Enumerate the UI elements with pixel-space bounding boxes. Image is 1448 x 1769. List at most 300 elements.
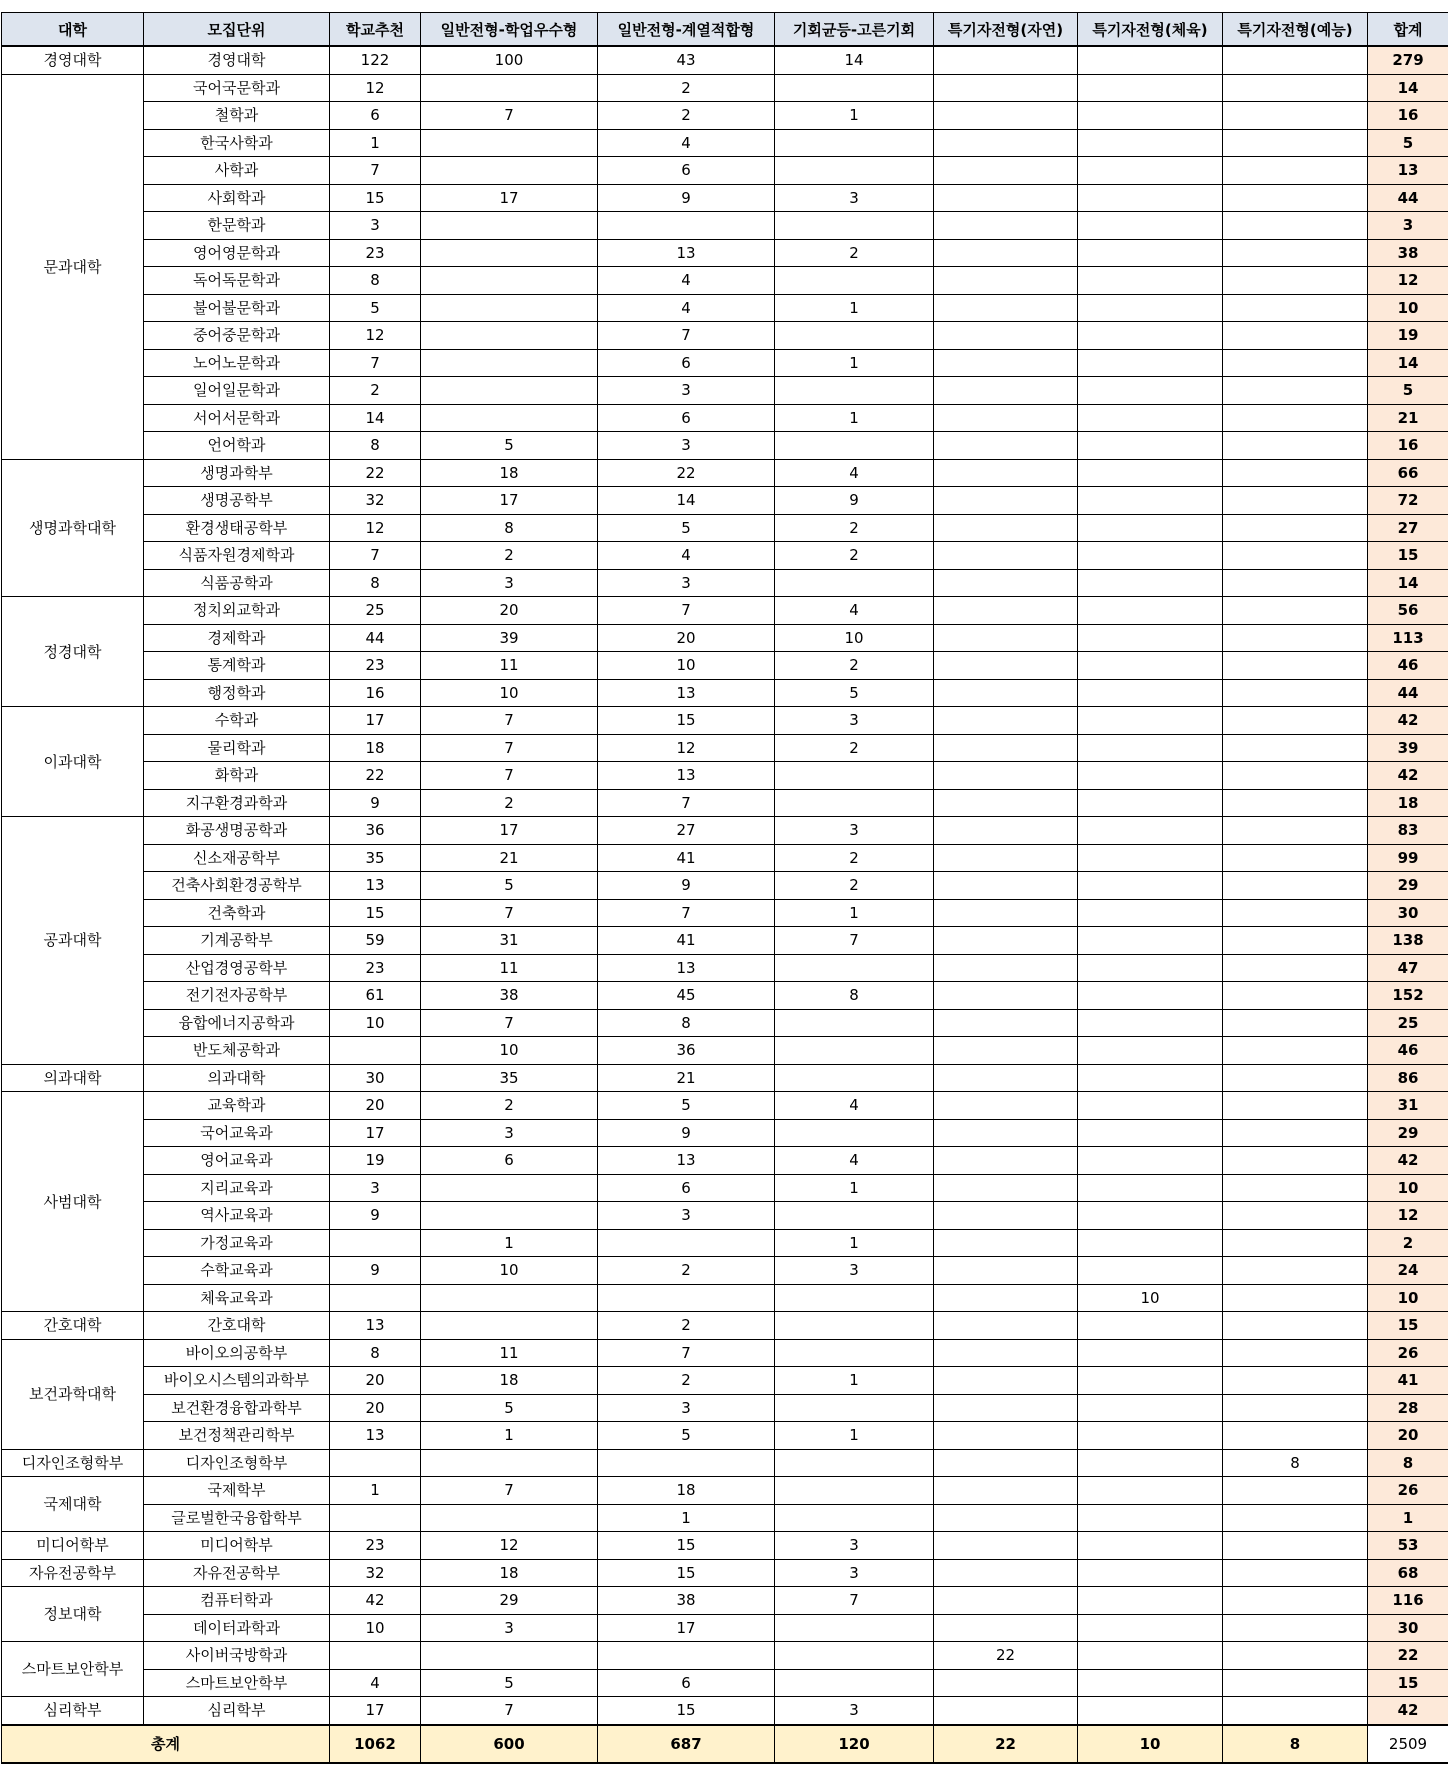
value-cell xyxy=(775,1312,934,1340)
value-cell: 1 xyxy=(330,129,421,157)
value-cell: 17 xyxy=(330,1119,421,1147)
value-cell xyxy=(1223,1394,1368,1422)
table-row xyxy=(2,652,1448,680)
value-cell xyxy=(598,1642,775,1670)
value-cell: 1 xyxy=(775,404,934,432)
header-general-fit: 일반전형-계열적합형 xyxy=(598,13,775,47)
value-cell xyxy=(1078,487,1223,515)
value-cell xyxy=(1078,1202,1223,1230)
value-cell xyxy=(1223,129,1368,157)
table-row xyxy=(2,239,1448,267)
value-cell: 2 xyxy=(421,789,598,817)
value-cell xyxy=(1223,1367,1368,1395)
value-cell: 42 xyxy=(330,1587,421,1615)
college-cell: 간호대학 xyxy=(2,1312,144,1340)
value-cell xyxy=(1078,1449,1223,1477)
value-cell xyxy=(1078,1504,1223,1532)
value-cell: 17 xyxy=(330,1697,421,1725)
value-cell: 4 xyxy=(775,1147,934,1175)
value-cell: 44 xyxy=(330,624,421,652)
value-cell xyxy=(330,1449,421,1477)
value-cell: 12 xyxy=(598,734,775,762)
value-cell xyxy=(775,1339,934,1367)
total-cell: 56 xyxy=(1368,597,1448,625)
value-cell: 3 xyxy=(775,1532,934,1560)
value-cell xyxy=(775,322,934,350)
table-row xyxy=(2,404,1448,432)
college-cell: 사범대학 xyxy=(2,1092,144,1312)
value-cell xyxy=(1078,184,1223,212)
unit-cell: 국제학부 xyxy=(144,1477,330,1505)
value-cell xyxy=(1223,1504,1368,1532)
value-cell xyxy=(1078,1422,1223,1450)
admission-quota-table xyxy=(1,12,1448,1764)
value-cell xyxy=(934,1504,1078,1532)
total-cell: 10 xyxy=(1368,294,1448,322)
value-cell: 9 xyxy=(598,184,775,212)
value-cell: 8 xyxy=(330,432,421,460)
total-cell: 14 xyxy=(1368,74,1448,102)
value-cell xyxy=(1223,239,1368,267)
value-cell xyxy=(934,1669,1078,1697)
value-cell xyxy=(421,1202,598,1230)
value-cell: 8 xyxy=(421,514,598,542)
unit-cell: 서어서문학과 xyxy=(144,404,330,432)
total-cell: 15 xyxy=(1368,542,1448,570)
college-cell: 정보대학 xyxy=(2,1587,144,1642)
value-cell xyxy=(1078,734,1223,762)
value-cell: 7 xyxy=(598,322,775,350)
value-cell: 16 xyxy=(330,679,421,707)
unit-cell: 경영대학 xyxy=(144,46,330,74)
value-cell: 5 xyxy=(421,872,598,900)
value-cell xyxy=(421,239,598,267)
value-cell xyxy=(775,74,934,102)
value-cell xyxy=(1078,844,1223,872)
total-cell: 5 xyxy=(1368,377,1448,405)
value-cell xyxy=(1078,1037,1223,1065)
value-cell xyxy=(934,927,1078,955)
value-cell xyxy=(1223,1257,1368,1285)
value-cell: 22 xyxy=(330,762,421,790)
value-cell: 12 xyxy=(330,74,421,102)
total-cell: 30 xyxy=(1368,899,1448,927)
value-cell xyxy=(1223,184,1368,212)
table-row xyxy=(2,432,1448,460)
value-cell xyxy=(1078,1532,1223,1560)
value-cell: 15 xyxy=(598,707,775,735)
value-cell xyxy=(775,377,934,405)
total-cell: 15 xyxy=(1368,1312,1448,1340)
unit-cell: 통계학과 xyxy=(144,652,330,680)
value-cell: 15 xyxy=(330,899,421,927)
value-cell xyxy=(1223,954,1368,982)
table-row xyxy=(2,212,1448,240)
value-cell: 2 xyxy=(598,1312,775,1340)
unit-cell: 바이오시스템의과학부 xyxy=(144,1367,330,1395)
value-cell: 5 xyxy=(598,1422,775,1450)
value-cell xyxy=(934,1064,1078,1092)
college-cell: 경영대학 xyxy=(2,46,144,74)
total-cell: 47 xyxy=(1368,954,1448,982)
value-cell: 9 xyxy=(775,487,934,515)
value-cell: 3 xyxy=(421,1119,598,1147)
value-cell xyxy=(934,817,1078,845)
total-cell: 44 xyxy=(1368,184,1448,212)
value-cell: 9 xyxy=(330,1257,421,1285)
value-cell xyxy=(775,1064,934,1092)
value-cell: 7 xyxy=(775,927,934,955)
value-cell xyxy=(934,514,1078,542)
value-cell xyxy=(775,432,934,460)
value-cell xyxy=(934,459,1078,487)
total-cell: 29 xyxy=(1368,1119,1448,1147)
value-cell: 15 xyxy=(598,1559,775,1587)
value-cell xyxy=(934,1532,1078,1560)
value-cell: 11 xyxy=(421,1339,598,1367)
value-cell: 2 xyxy=(775,542,934,570)
value-cell xyxy=(1078,542,1223,570)
total-cell: 1 xyxy=(1368,1504,1448,1532)
value-cell xyxy=(330,1642,421,1670)
college-cell: 국제대학 xyxy=(2,1477,144,1532)
total-cell: 14 xyxy=(1368,569,1448,597)
total-cell: 86 xyxy=(1368,1064,1448,1092)
total-cell: 39 xyxy=(1368,734,1448,762)
value-cell: 5 xyxy=(421,1669,598,1697)
value-cell xyxy=(1078,1642,1223,1670)
value-cell xyxy=(1223,459,1368,487)
value-cell: 7 xyxy=(330,349,421,377)
value-cell xyxy=(421,404,598,432)
value-cell xyxy=(934,1559,1078,1587)
value-cell: 7 xyxy=(598,899,775,927)
header-general-academic: 일반전형-학업우수형 xyxy=(421,13,598,47)
value-cell xyxy=(934,542,1078,570)
value-cell xyxy=(934,1284,1078,1312)
value-cell xyxy=(421,1284,598,1312)
table-row xyxy=(2,184,1448,212)
value-cell xyxy=(1078,212,1223,240)
total-cell: 26 xyxy=(1368,1477,1448,1505)
value-cell: 31 xyxy=(421,927,598,955)
value-cell xyxy=(1078,1064,1223,1092)
total-cell: 113 xyxy=(1368,624,1448,652)
value-cell xyxy=(1078,762,1223,790)
value-cell xyxy=(1078,652,1223,680)
value-cell xyxy=(421,267,598,295)
value-cell xyxy=(934,432,1078,460)
total-cell: 152 xyxy=(1368,982,1448,1010)
table-row xyxy=(2,74,1448,102)
table-row xyxy=(2,734,1448,762)
table-row xyxy=(2,597,1448,625)
value-cell: 61 xyxy=(330,982,421,1010)
header-equal-opportunity: 기회균등-고른기회 xyxy=(775,13,934,47)
value-cell xyxy=(1078,157,1223,185)
total-cell: 2 xyxy=(1368,1229,1448,1257)
value-cell: 38 xyxy=(421,982,598,1010)
unit-cell: 신소재공학부 xyxy=(144,844,330,872)
value-cell xyxy=(1078,927,1223,955)
value-cell: 7 xyxy=(598,789,775,817)
value-cell xyxy=(330,1284,421,1312)
value-cell xyxy=(934,789,1078,817)
value-cell: 7 xyxy=(421,899,598,927)
unit-cell: 보건환경융합과학부 xyxy=(144,1394,330,1422)
unit-cell: 역사교육과 xyxy=(144,1202,330,1230)
value-cell xyxy=(1223,1669,1368,1697)
value-cell xyxy=(1223,844,1368,872)
value-cell: 7 xyxy=(330,157,421,185)
value-cell: 10 xyxy=(330,1009,421,1037)
value-cell xyxy=(1078,129,1223,157)
value-cell xyxy=(1078,46,1223,74)
total-cell: 30 xyxy=(1368,1614,1448,1642)
value-cell xyxy=(1223,377,1368,405)
value-cell: 2 xyxy=(598,102,775,130)
value-cell: 17 xyxy=(421,184,598,212)
value-cell xyxy=(934,652,1078,680)
unit-cell: 데이터과학과 xyxy=(144,1614,330,1642)
value-cell: 6 xyxy=(330,102,421,130)
total-cell: 24 xyxy=(1368,1257,1448,1285)
value-cell: 6 xyxy=(598,349,775,377)
value-cell: 3 xyxy=(775,1257,934,1285)
value-cell xyxy=(775,267,934,295)
total-cell: 25 xyxy=(1368,1009,1448,1037)
value-cell xyxy=(775,1504,934,1532)
value-cell xyxy=(1078,569,1223,597)
unit-cell: 불어불문학과 xyxy=(144,294,330,322)
header-college: 대학 xyxy=(2,13,144,47)
table-row xyxy=(2,294,1448,322)
value-cell: 20 xyxy=(598,624,775,652)
value-cell: 4 xyxy=(598,294,775,322)
value-cell: 22 xyxy=(330,459,421,487)
value-cell xyxy=(421,294,598,322)
value-cell: 7 xyxy=(775,1587,934,1615)
value-cell xyxy=(1223,707,1368,735)
value-cell xyxy=(421,1504,598,1532)
value-cell: 59 xyxy=(330,927,421,955)
header-row xyxy=(2,13,1448,47)
table-row xyxy=(2,569,1448,597)
total-cell: 38 xyxy=(1368,239,1448,267)
value-cell: 8 xyxy=(330,267,421,295)
table-header xyxy=(2,13,1448,47)
value-cell: 2 xyxy=(421,542,598,570)
value-cell xyxy=(934,102,1078,130)
table-body xyxy=(2,46,1448,1725)
table-row xyxy=(2,1394,1448,1422)
value-cell: 4 xyxy=(775,1092,934,1120)
unit-cell: 영어교육과 xyxy=(144,1147,330,1175)
unit-cell: 사학과 xyxy=(144,157,330,185)
value-cell xyxy=(1078,432,1223,460)
value-cell: 9 xyxy=(330,789,421,817)
value-cell xyxy=(421,1312,598,1340)
value-cell xyxy=(1078,624,1223,652)
value-cell: 13 xyxy=(598,239,775,267)
value-cell xyxy=(1223,542,1368,570)
grand-total-sum: 2509 xyxy=(1368,1725,1448,1763)
value-cell xyxy=(1078,404,1223,432)
value-cell: 23 xyxy=(330,652,421,680)
value-cell xyxy=(1223,1339,1368,1367)
table-row xyxy=(2,1642,1448,1670)
value-cell: 19 xyxy=(330,1147,421,1175)
table-row xyxy=(2,1339,1448,1367)
header-total: 합계 xyxy=(1368,13,1448,47)
value-cell xyxy=(1223,514,1368,542)
value-cell xyxy=(934,294,1078,322)
value-cell xyxy=(421,74,598,102)
unit-cell: 보건정책관리학부 xyxy=(144,1422,330,1450)
unit-cell: 정치외교학과 xyxy=(144,597,330,625)
value-cell xyxy=(934,624,1078,652)
table-row xyxy=(2,817,1448,845)
value-cell: 2 xyxy=(775,872,934,900)
value-cell xyxy=(775,1669,934,1697)
value-cell xyxy=(1223,157,1368,185)
value-cell xyxy=(1223,1037,1368,1065)
value-cell xyxy=(421,377,598,405)
unit-cell: 수학과 xyxy=(144,707,330,735)
value-cell xyxy=(775,212,934,240)
value-cell xyxy=(934,569,1078,597)
value-cell: 15 xyxy=(598,1532,775,1560)
value-cell xyxy=(1078,74,1223,102)
value-cell xyxy=(934,1312,1078,1340)
value-cell xyxy=(1078,954,1223,982)
value-cell: 36 xyxy=(598,1037,775,1065)
table-row xyxy=(2,46,1448,74)
value-cell: 8 xyxy=(1223,1449,1368,1477)
value-cell: 10 xyxy=(421,1037,598,1065)
table-row xyxy=(2,679,1448,707)
value-cell xyxy=(1078,377,1223,405)
value-cell: 8 xyxy=(330,1339,421,1367)
value-cell: 9 xyxy=(330,1202,421,1230)
value-cell xyxy=(934,349,1078,377)
header-special-sports: 특기자전형(체육) xyxy=(1078,13,1223,47)
value-cell: 9 xyxy=(598,872,775,900)
value-cell: 3 xyxy=(775,707,934,735)
grand-total-cell: 10 xyxy=(1078,1725,1223,1763)
value-cell: 23 xyxy=(330,954,421,982)
value-cell xyxy=(1223,569,1368,597)
value-cell: 1 xyxy=(775,899,934,927)
value-cell xyxy=(934,239,1078,267)
value-cell xyxy=(1223,1614,1368,1642)
value-cell xyxy=(934,157,1078,185)
value-cell xyxy=(1223,102,1368,130)
value-cell: 10 xyxy=(421,679,598,707)
value-cell xyxy=(934,377,1078,405)
value-cell: 5 xyxy=(775,679,934,707)
value-cell xyxy=(934,322,1078,350)
value-cell xyxy=(1223,322,1368,350)
value-cell xyxy=(1223,1009,1368,1037)
unit-cell: 언어학과 xyxy=(144,432,330,460)
value-cell xyxy=(934,1092,1078,1120)
value-cell: 39 xyxy=(421,624,598,652)
value-cell xyxy=(1223,789,1368,817)
value-cell: 3 xyxy=(775,1697,934,1725)
table-row xyxy=(2,1174,1448,1202)
table-row xyxy=(2,129,1448,157)
value-cell xyxy=(1078,1697,1223,1725)
value-cell: 2 xyxy=(598,74,775,102)
value-cell xyxy=(934,184,1078,212)
value-cell xyxy=(1223,46,1368,74)
header-special-science: 특기자전형(자연) xyxy=(934,13,1078,47)
value-cell xyxy=(934,597,1078,625)
table-row xyxy=(2,1697,1448,1725)
value-cell xyxy=(934,129,1078,157)
value-cell xyxy=(1078,1119,1223,1147)
value-cell: 8 xyxy=(775,982,934,1010)
table-row xyxy=(2,762,1448,790)
value-cell: 29 xyxy=(421,1587,598,1615)
table-row xyxy=(2,1532,1448,1560)
value-cell xyxy=(1223,1697,1368,1725)
value-cell xyxy=(1078,597,1223,625)
value-cell: 21 xyxy=(421,844,598,872)
value-cell: 1 xyxy=(775,349,934,377)
value-cell xyxy=(330,1037,421,1065)
unit-cell: 의과대학 xyxy=(144,1064,330,1092)
value-cell: 13 xyxy=(598,762,775,790)
college-cell: 자유전공학부 xyxy=(2,1559,144,1587)
value-cell xyxy=(934,734,1078,762)
value-cell: 11 xyxy=(421,954,598,982)
value-cell xyxy=(1223,432,1368,460)
table-row xyxy=(2,1147,1448,1175)
unit-cell: 바이오의공학부 xyxy=(144,1339,330,1367)
value-cell: 3 xyxy=(421,1614,598,1642)
value-cell: 7 xyxy=(421,1009,598,1037)
value-cell xyxy=(775,1642,934,1670)
value-cell: 17 xyxy=(330,707,421,735)
value-cell: 4 xyxy=(598,542,775,570)
value-cell: 32 xyxy=(330,1559,421,1587)
unit-cell: 체육교육과 xyxy=(144,1284,330,1312)
total-cell: 13 xyxy=(1368,157,1448,185)
value-cell xyxy=(1223,212,1368,240)
total-cell: 83 xyxy=(1368,817,1448,845)
value-cell: 13 xyxy=(598,679,775,707)
total-cell: 41 xyxy=(1368,1367,1448,1395)
value-cell xyxy=(1078,322,1223,350)
value-cell xyxy=(1078,982,1223,1010)
value-cell: 1 xyxy=(330,1477,421,1505)
unit-cell: 반도체공학과 xyxy=(144,1037,330,1065)
value-cell xyxy=(1223,1422,1368,1450)
value-cell xyxy=(775,1119,934,1147)
unit-cell: 경제학과 xyxy=(144,624,330,652)
total-cell: 26 xyxy=(1368,1339,1448,1367)
grand-total-row xyxy=(2,1725,1448,1763)
unit-cell: 생명공학부 xyxy=(144,487,330,515)
value-cell xyxy=(1223,487,1368,515)
value-cell xyxy=(1078,707,1223,735)
value-cell xyxy=(1223,872,1368,900)
value-cell: 5 xyxy=(421,432,598,460)
total-cell: 14 xyxy=(1368,349,1448,377)
table-row xyxy=(2,1669,1448,1697)
